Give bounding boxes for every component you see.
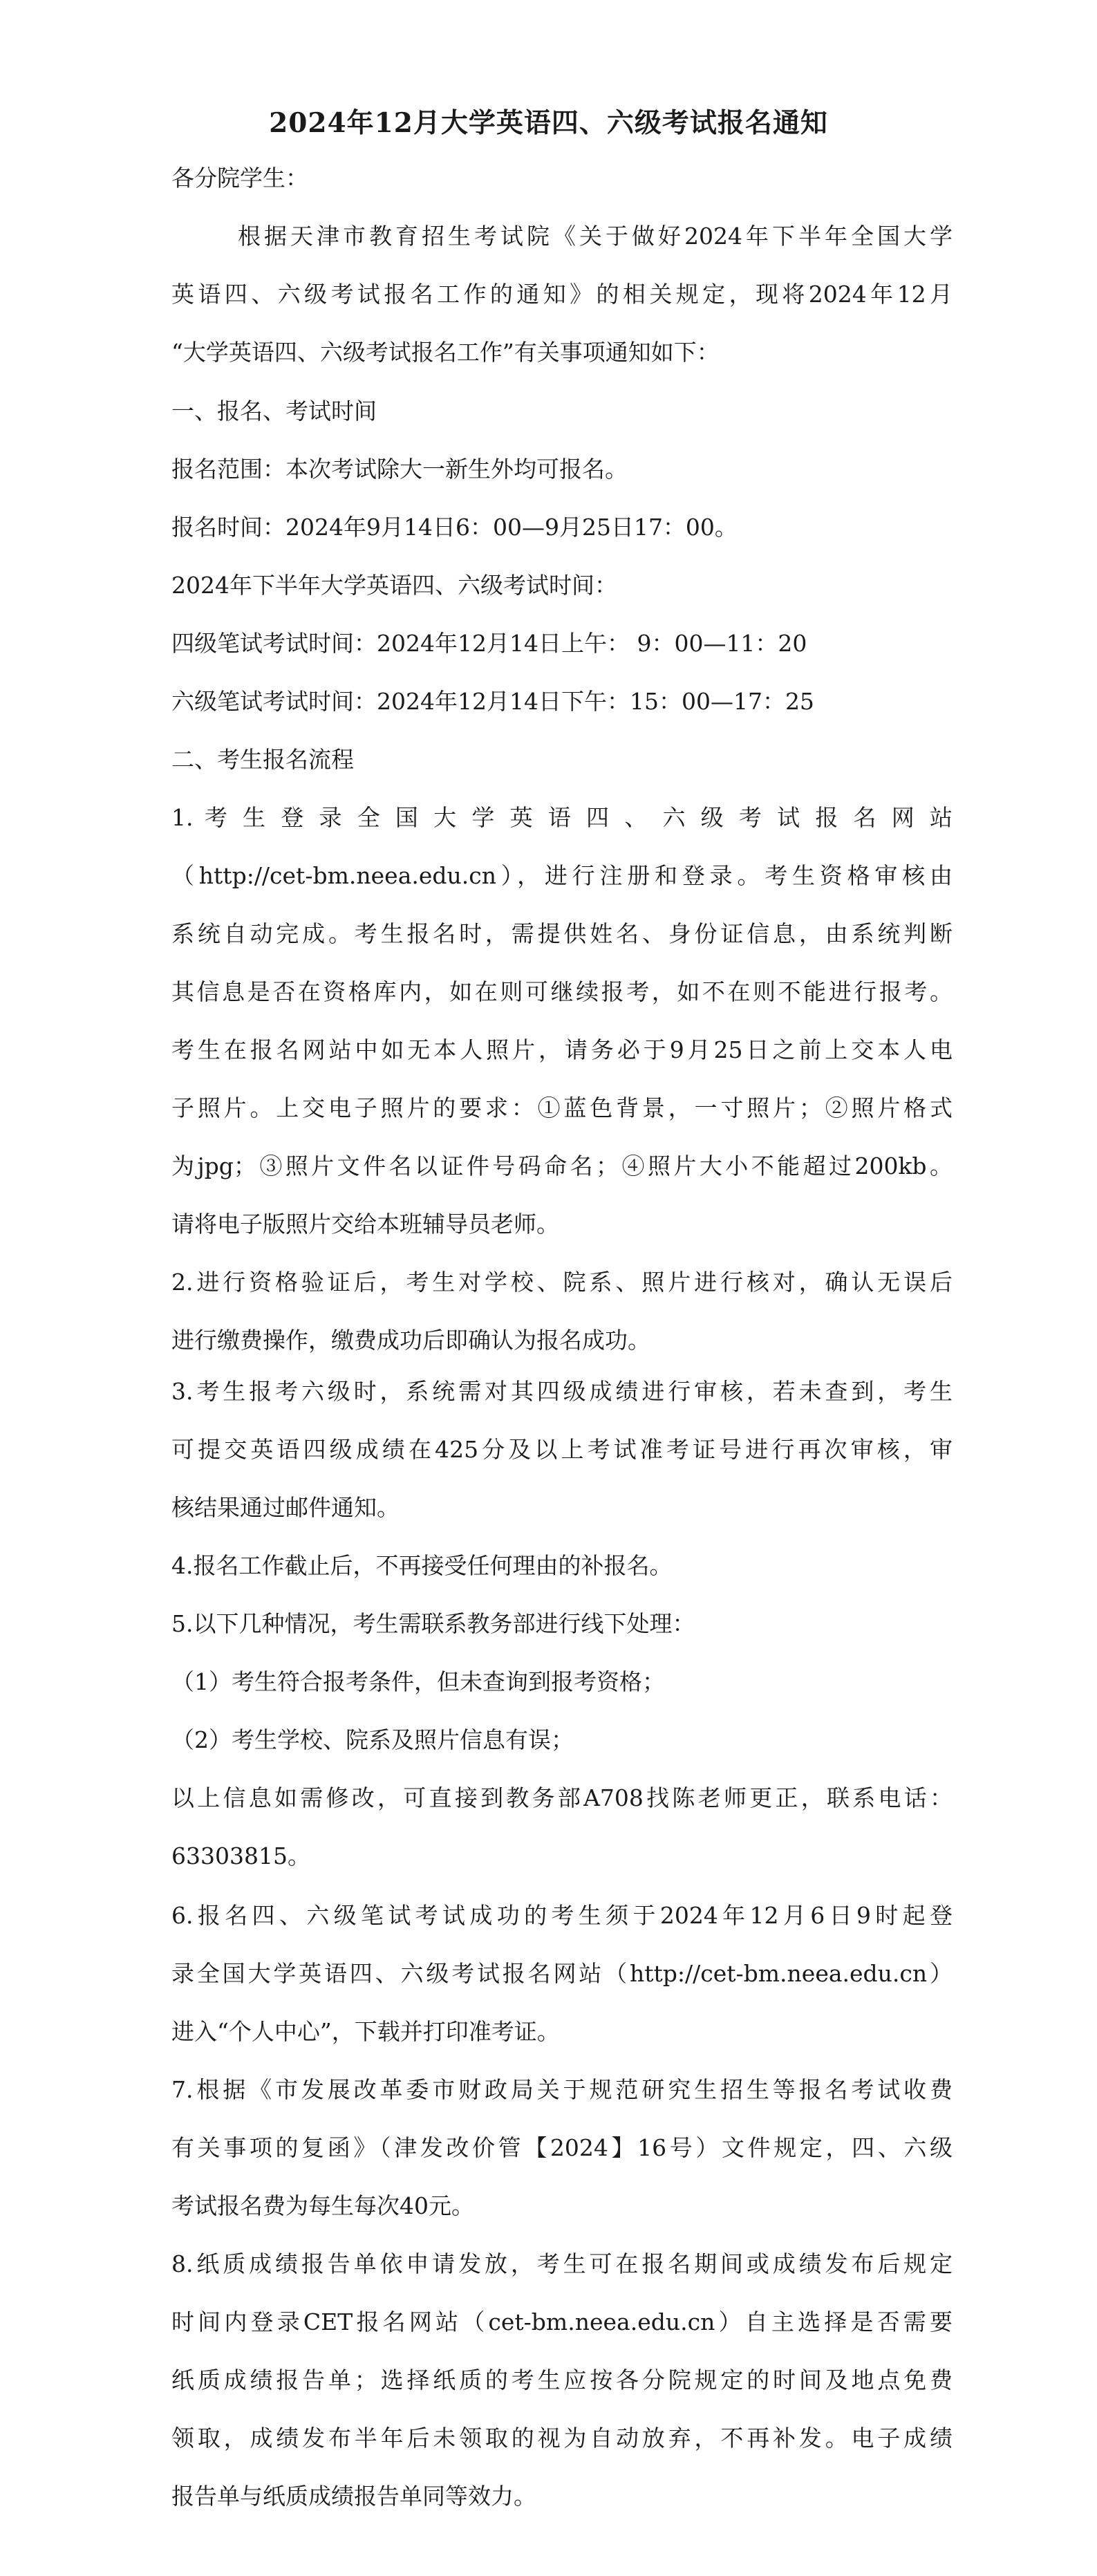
section-heading: 二、考生报名流程 <box>171 746 354 773</box>
text-line: 四级笔试考试时间：2024年12月14日上午： 9：00—11：20 <box>171 630 807 657</box>
item-line: 时间内登录CET报名网站（cet-bm.neea.edu.cn）自主选择是否需要 <box>171 2308 953 2335</box>
item-line: 请将电子版照片交给本班辅导员老师。 <box>171 1211 559 1238</box>
item-line: 63303815。 <box>171 1842 310 1869</box>
intro-line: “大学英语四、六级考试报名工作”有关事项通知如下： <box>171 339 720 366</box>
item-line: 以上信息如需修改，可直接到教务部A708找陈老师更正，联系电话： <box>171 1784 953 1811</box>
text-line: 报名时间：2024年9月14日6：00—9月25日17：00。 <box>171 514 738 541</box>
item-line: 可提交英语四级成绩在425分及以上考试准考证号进行再次审核，审 <box>171 1436 953 1463</box>
item-line: 8.纸质成绩报告单依申请发放，考生可在报名期间或成绩发布后规定 <box>171 2250 953 2277</box>
item-line: 系统自动完成。考生报名时，需提供姓名、身份证信息，由系统判断 <box>171 920 953 947</box>
item-line: 考试报名费为每生每次40元。 <box>171 2192 474 2219</box>
text-line: 六级笔试考试时间：2024年12月14日下午：15：00—17：25 <box>171 688 814 715</box>
item-line: 考生在报名网站中如无本人照片，请务必于9月25日之前上交本人电 <box>171 1036 953 1063</box>
item-line: 2.进行资格验证后，考生对学校、院系、照片进行核对，确认无误后 <box>171 1269 953 1296</box>
salutation: 各分院学生： <box>171 165 308 192</box>
item-line: 有关事项的复函》（津发改价管【2024】16号）文件规定，四、六级 <box>171 2134 953 2161</box>
text-line: 2024年下半年大学英语四、六级考试时间： <box>171 572 617 599</box>
item-line: 录全国大学英语四、六级考试报名网站（http://cet-bm.neea.edu.cn） <box>171 1960 953 1987</box>
item-line: （2）考生学校、院系及照片信息有误； <box>171 1726 574 1753</box>
item-line: （1）考生符合报考条件，但未查询到报考资格； <box>171 1668 665 1695</box>
item-line: 3.考生报考六级时，系统需对其四级成绩进行审核，若未查到，考生 <box>171 1378 953 1405</box>
item-line: 进入“个人中心”，下载并打印准考证。 <box>171 2018 560 2045</box>
section-heading: 一、报名、考试时间 <box>171 398 377 424</box>
item-line: （http://cet-bm.neea.edu.cn），进行注册和登录。考生资格审核由 <box>171 862 953 889</box>
item-line: 4.报名工作截止后，不再接受任何理由的补报名。 <box>171 1552 673 1579</box>
item-line: 6.报名四、六级笔试考试成功的考生须于2024年12月6日9时起登 <box>171 1902 953 1929</box>
item-line: 领取，成绩发布半年后未领取的视为自动放弃，不再补发。电子成绩 <box>171 2425 953 2452</box>
item-line: 核结果通过邮件通知。 <box>171 1494 400 1521</box>
item-line: 子照片。上交电子照片的要求：①蓝色背景，一寸照片；②照片格式 <box>171 1094 953 1121</box>
item-line: 7.根据《市发展改革委市财政局关于规范研究生招生等报名考试收费 <box>171 2076 953 2103</box>
item-line: 为jpg；③照片文件名以证件号码命名；④照片大小不能超过200kb。 <box>171 1152 953 1179</box>
page-title: 2024年12月大学英语四、六级考试报名通知 <box>269 107 828 139</box>
text-line: 报名范围：本次考试除大一新生外均可报名。 <box>171 456 628 483</box>
item-line: 报告单与纸质成绩报告单同等效力。 <box>171 2483 536 2510</box>
item-line: 纸质成绩报告单；选择纸质的考生应按各分院规定的时间及地点免费 <box>171 2367 953 2393</box>
item-line: 5.以下几种情况，考生需联系教务部进行线下处理： <box>171 1610 695 1637</box>
intro-line: 英语四、六级考试报名工作的通知》的相关规定，现将2024年12月 <box>171 281 953 308</box>
item-line: 其信息是否在资格库内，如在则可继续报考，如不在则不能进行报考。 <box>171 978 953 1005</box>
item-line: 1. 考 生 登 录 全 国 大 学 英 语 四 、 六 级 考 试 报 名 网 站 <box>171 804 953 831</box>
item-line: 进行缴费操作，缴费成功后即确认为报名成功。 <box>171 1327 650 1354</box>
intro-line: 根据天津市教育招生考试院《关于做好2024年下半年全国大学 <box>238 223 953 250</box>
